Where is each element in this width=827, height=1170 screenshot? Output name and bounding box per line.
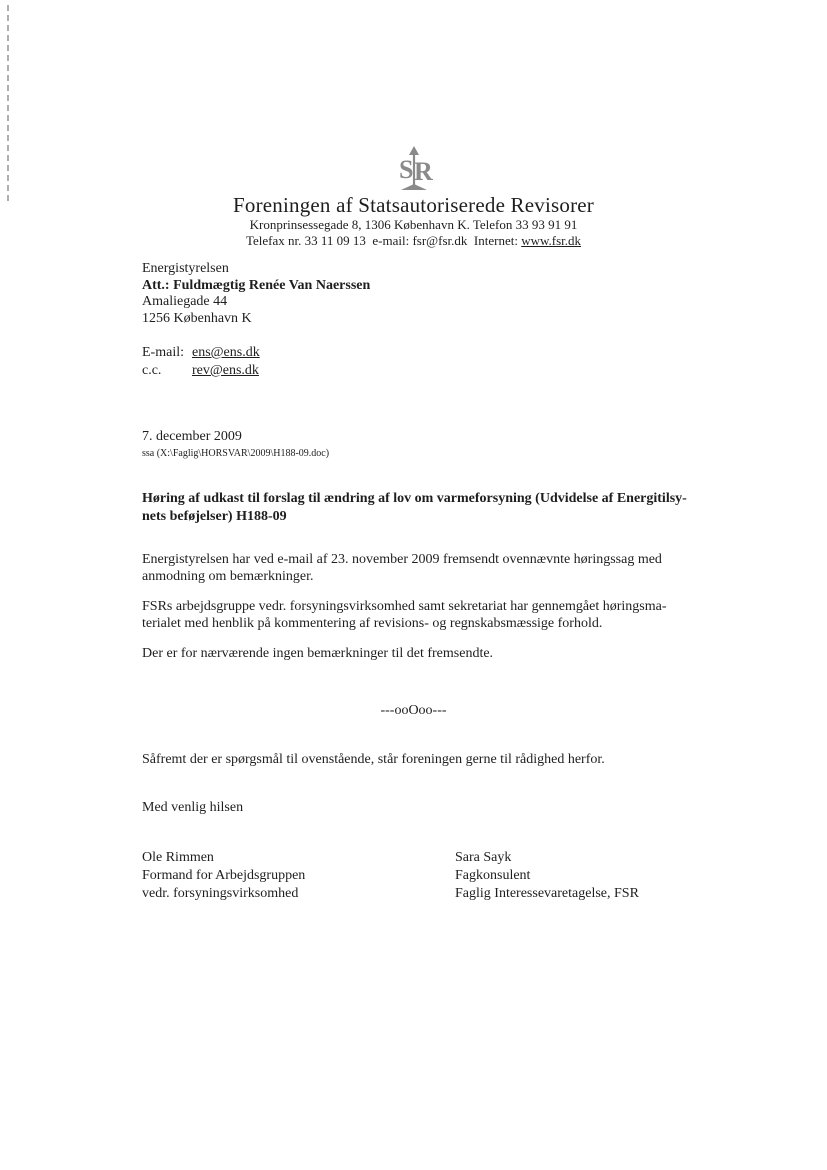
- paragraph-line: terialet med henblik på kommentering af revisions- og regnskabsmæssige forhold.: [142, 616, 603, 631]
- paragraph-line: Der er for nærværende ingen bemærkninger til det fremsendte.: [142, 646, 494, 661]
- letterhead-address-line1: Kronprinsessegade 8, 1306 København K. Telefon 33 93 91 91: [249, 217, 578, 232]
- email-label: E-mail:: [142, 345, 184, 360]
- body-paragraph-4: [142, 751, 605, 768]
- body-paragraph-1: [142, 551, 662, 585]
- letter-date: 7. december 2009: [142, 429, 242, 444]
- signature-right: [455, 849, 639, 903]
- recipient-company: Energistyrelsen: [142, 261, 229, 276]
- svg-text:S: S: [398, 155, 413, 184]
- subject-line: Høring af udkast til forslag til ændring af lov om varmeforsyning (Udvidelse af Energitilsy-: [142, 491, 687, 506]
- letterhead-address-line2: [0, 233, 827, 249]
- fsr-logo-icon: [0, 146, 827, 192]
- signer-name: Sara Sayk: [455, 850, 512, 865]
- signature-block: [142, 849, 639, 903]
- cc-row: [142, 362, 260, 380]
- org-name: Foreningen af Statsautoriserede Revisorer: [232, 193, 594, 217]
- svg-text:R: R: [413, 157, 433, 186]
- date-block: [142, 429, 329, 460]
- letterhead: [0, 146, 827, 249]
- recipient-attention: Att.: Fuldmægtig Renée Van Naerssen: [142, 277, 371, 293]
- letterhead-website-link: www.fsr.dk: [521, 233, 582, 248]
- contact-block: [142, 344, 260, 380]
- subject-heading: [142, 490, 687, 525]
- cc-address-link: rev@ens.dk: [192, 363, 259, 378]
- paragraph-line: anmodning om bemærkninger.: [142, 569, 314, 584]
- ooo-separator: ---ooOoo---: [380, 703, 447, 718]
- closing-salutation: Med venlig hilsen: [142, 800, 244, 815]
- email-address-link: ens@ens.dk: [192, 345, 260, 360]
- body-paragraph-3: [142, 645, 493, 662]
- email-row: [142, 344, 260, 362]
- paragraph-line: FSRs arbejdsgruppe vedr. forsyningsvirksomhed samt sekretariat har gennemgået høringsma-: [142, 599, 667, 614]
- paragraph-line: Såfremt der er spørgsmål til ovenstående, står foreningen gerne til rådighed herfor.: [142, 752, 605, 767]
- recipient-city: 1256 København K: [142, 310, 252, 326]
- signer-name: Ole Rimmen: [142, 850, 214, 865]
- recipient-block: [142, 261, 370, 327]
- signer-role: Fagkonsulent: [455, 868, 531, 883]
- signature-left: [142, 849, 455, 903]
- signer-role: Formand for Arbejdsgruppen: [142, 868, 306, 883]
- paragraph-line: Energistyrelsen har ved e-mail af 23. november 2009 fremsendt ovennævnte høringssag med: [142, 552, 662, 567]
- signer-role: vedr. forsyningsvirksomhed: [142, 886, 299, 901]
- body-paragraph-2: [142, 598, 667, 632]
- signer-role: Faglig Interessevaretagelse, FSR: [455, 886, 639, 901]
- cc-label: c.c.: [142, 363, 162, 378]
- letterhead-contact-text: Telefax nr. 33 11 09 13 e-mail: fsr@fsr.dk Internet:: [245, 233, 522, 248]
- file-reference: ssa (X:\Faglig\HORSVAR\2009\H188-09.doc): [142, 447, 330, 459]
- subject-line: nets beføjelser) H188-09: [142, 508, 287, 524]
- recipient-street: Amaliegade 44: [142, 294, 228, 309]
